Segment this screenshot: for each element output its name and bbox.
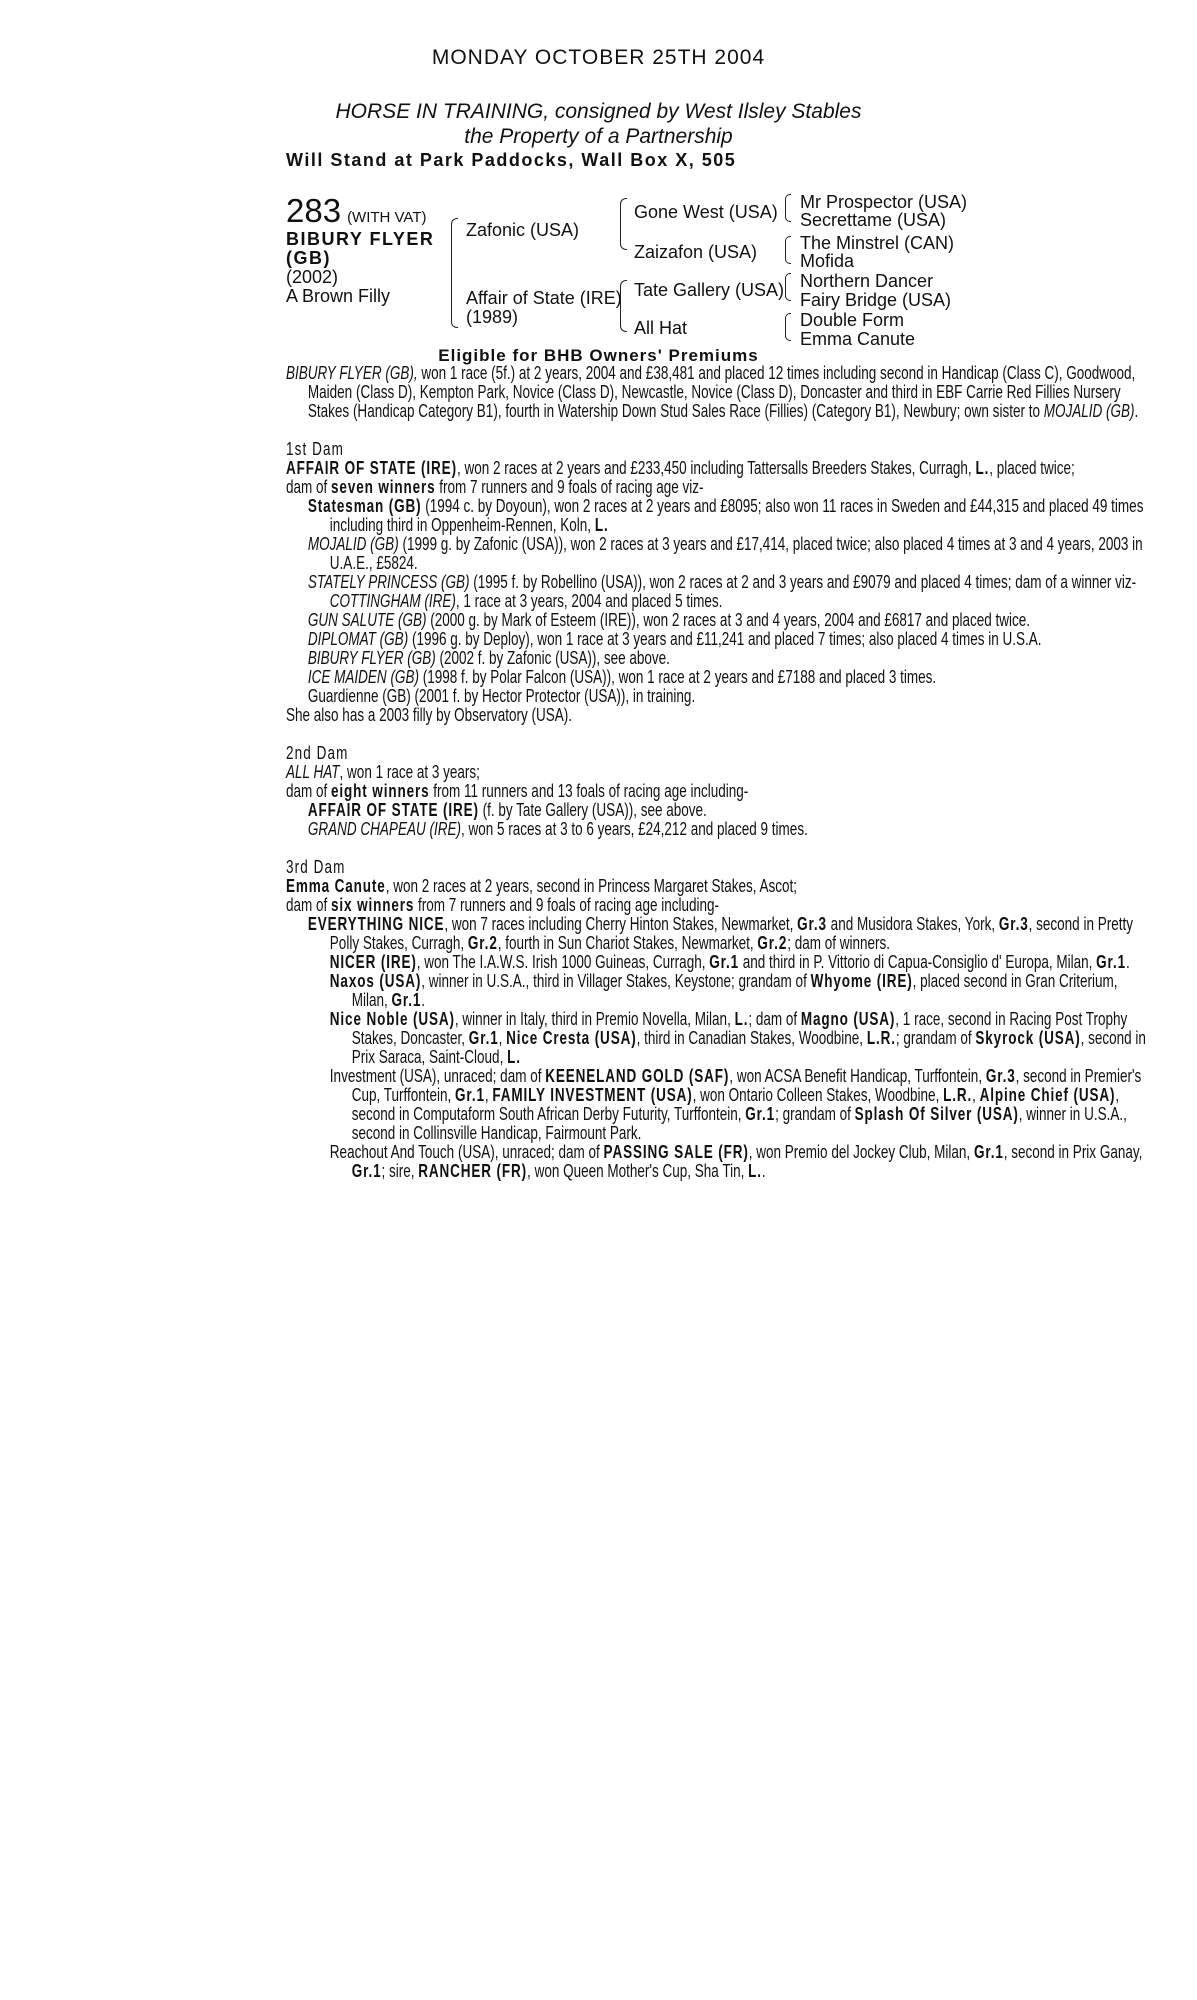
eligibility-note: Eligible for BHB Owners' Premiums — [438, 346, 759, 365]
pedigree-ssd: Secrettame (USA) — [800, 210, 947, 230]
pedigree-brace-3d — [785, 313, 791, 341]
produce-item: GUN SALUTE (GB) (2000 g. by Mark of Esteem (IRE)), won 2 races at 3 and 4 years, 2004 and £6817 and placed twice. — [307, 609, 1031, 630]
race-record: BIBURY FLYER (GB), won 1 race (5f.) at 2 years, 2004 and £38,481 and placed 12 times including second in Handicap (Class C), Goodwood, Maiden (Class D), Kempton Park, Novice (Class D), Newcastle, Novice (Class D), Doncaster and third in EBF Carrie Red Fillies Nursery Stakes (Handicap Category B1), fourth in Watership Down Stud Sales Race (Fillies) (Category B1), Newbury; own sister to MOJALID (GB). — [286, 362, 1139, 421]
produce-item: MOJALID (GB) (1999 g. by Zafonic (USA)), won 2 races at 3 years and £17,414, placed twice; also placed 4 times at 3 and 4 years, 2003 in U.A.E., £5824. — [307, 533, 1143, 573]
pedigree-sds: The Minstrel (CAN) — [800, 233, 955, 253]
produce-item: STATELY PRINCESS (GB) (1995 f. by Robellino (USA)), won 2 races at 2 and 3 years and £9079 and placed 4 times; dam of a winner viz- — [307, 571, 1137, 592]
first-dam-produce-summary: dam of seven winners from 7 runners and 9 foals of racing age viz- — [286, 476, 704, 497]
produce-item: AFFAIR OF STATE (IRE) (f. by Tate Gallery (USA)), see above. — [307, 799, 707, 820]
produce-subitem: Reachout And Touch (USA), unraced; dam of PASSING SALE (FR), won Premio del Jockey Club, Milan, Gr.1, second in Prix Ganay, Gr.1; sire, RANCHER (FR), won Queen Mother's Cup, Sha Tin, L.. — [329, 1141, 1143, 1181]
pedigree-dss: Northern Dancer — [800, 271, 934, 291]
first-dam-record: AFFAIR OF STATE (IRE), won 2 races at 2 years and £233,450 including Tattersalls Breeders Stakes, Curragh, L., placed twice; — [286, 457, 1075, 478]
pedigree-dam-dam: All Hat — [634, 318, 688, 338]
horse-desc: A Brown Filly — [286, 286, 391, 306]
pedigree-brace-3c — [785, 273, 791, 301]
third-dam-produce-summary: dam of six winners from 7 runners and 9 foals of racing age including- — [286, 894, 720, 915]
produce-item: Statesman (GB) (1994 c. by Doyoun), won 2 races at 2 years and £8095; also won 11 races in Sweden and £44,315 and placed 49 times including third in Oppenheim-Rennen, Koln, L. — [307, 495, 1144, 535]
pedigree-brace-dam — [620, 280, 627, 332]
first-dam-title: 1st Dam — [286, 438, 344, 459]
consignor-line: HORSE IN TRAINING, consigned by West Ilsley Stables — [335, 100, 862, 123]
produce-item: BIBURY FLYER (GB) (2002 f. by Zafonic (USA)), see above. — [307, 647, 670, 668]
produce-subitem: COTTINGHAM (IRE), 1 race at 3 years, 2004 and placed 5 times. — [329, 590, 723, 611]
produce-item: EVERYTHING NICE, won 7 races including Cherry Hinton Stakes, Newmarket, Gr.3 and Musidora Stakes, York, Gr.3, second in Pretty Polly Stakes, Curragh, Gr.2, fourth in Sun Chariot Stakes, Newmarket, Gr.2; dam of winners. — [307, 913, 1133, 953]
pedigree-dam: Affair of State (IRE) — [466, 288, 622, 308]
pedigree-sire-sire: Gone West (USA) — [634, 202, 778, 222]
pedigree-dam-year: (1989) — [466, 307, 519, 327]
vat-note: (WITH VAT) — [347, 209, 427, 226]
produce-subitem: Nice Noble (USA), winner in Italy, third in Premio Novella, Milan, L.; dam of Magno (USA), 1 race, second in Racing Post Trophy Stakes, Doncaster, Gr.1, Nice Cresta (USA), third in Canadian Stakes, Woodbine, L.R.; grandam of Skyrock (USA), second in Prix Saraca, Saint-Cloud, L. — [329, 1008, 1146, 1067]
pedigree-brace-gen1 — [451, 218, 458, 328]
pedigree-sire-dam: Zaizafon (USA) — [634, 242, 758, 262]
pedigree-dds: Double Form — [800, 310, 905, 330]
produce-subitem: NICER (IRE), won The I.A.W.S. Irish 1000 Guineas, Curragh, Gr.1 and third in P. Vittorio di Capua-Consiglio d' Europa, Milan, Gr.1. — [329, 951, 1130, 972]
pedigree-sire: Zafonic (USA) — [466, 220, 580, 240]
sale-date: MONDAY OCTOBER 25TH 2004 — [431, 46, 766, 69]
lot-number: 283 — [286, 192, 342, 229]
horse-info — [286, 230, 434, 306]
horse-country: (GB) — [286, 248, 331, 268]
catalogue-body — [286, 363, 1147, 1180]
second-dam-title: 2nd Dam — [286, 742, 349, 763]
property-line: the Property of a Partnership — [464, 125, 733, 148]
third-dam-title: 3rd Dam — [286, 856, 346, 877]
second-dam-record: ALL HAT, won 1 race at 3 years; — [286, 761, 480, 782]
lot-number-block — [286, 192, 427, 230]
pedigree-brace-sire — [620, 198, 627, 250]
pedigree-sdd: Mofida — [800, 251, 855, 271]
produce-subitem: Investment (USA), unraced; dam of KEENELAND GOLD (SAF), won ACSA Benefit Handicap, Turffontein, Gr.3, second in Premier's Cup, Turffontein, Gr.1, FAMILY INVESTMENT (USA), won Ontario Colleen Stakes, Woodbine, L.R., Alpine Chief (USA), second in Computaform South African Derby Futurity, Turffontein, Gr.1; grandam of Splash Of Silver (USA), winner in U.S.A., second in Collinsville Handicap, Fairmount Park. — [329, 1065, 1142, 1143]
stand-line: Will Stand at Park Paddocks, Wall Box X, 505 — [286, 150, 737, 170]
pedigree-dam-sire: Tate Gallery (USA) — [634, 280, 785, 300]
produce-item: ICE MAIDEN (GB) (1998 f. by Polar Falcon (USA)), won 1 race at 2 years and £7188 and placed 3 times. — [307, 666, 937, 687]
pedigree-ddd: Emma Canute — [800, 329, 916, 349]
horse-name: BIBURY FLYER — [286, 229, 435, 249]
produce-item: DIPLOMAT (GB) (1996 g. by Deploy), won 1 race at 3 years and £11,241 and placed 7 times; also placed 4 times in U.S.A. — [307, 628, 1042, 649]
produce-item: GRAND CHAPEAU (IRE), won 5 races at 3 to 6 years, £24,212 and placed 9 times. — [307, 818, 808, 839]
pedigree-dsd: Fairy Bridge (USA) — [800, 290, 952, 310]
produce-item: Guardienne (GB) (2001 f. by Hector Protector (USA)), in training. — [307, 685, 696, 706]
second-dam-produce-summary: dam of eight winners from 11 runners and 13 foals of racing age including- — [286, 780, 749, 801]
pedigree-brace-3a — [785, 194, 791, 222]
produce-note: She also has a 2003 filly by Observatory (USA). — [286, 704, 572, 725]
third-dam-record: Emma Canute, won 2 races at 2 years, second in Princess Margaret Stakes, Ascot; — [286, 875, 798, 896]
horse-year: (2002) — [286, 267, 339, 287]
pedigree-sss: Mr Prospector (USA) — [800, 192, 968, 212]
pedigree-brace-3b — [785, 236, 791, 264]
produce-subitem: Naxos (USA), winner in U.S.A., third in Villager Stakes, Keystone; grandam of Whyome (IRE), placed second in Gran Criterium, Milan, Gr.1. — [329, 970, 1118, 1010]
